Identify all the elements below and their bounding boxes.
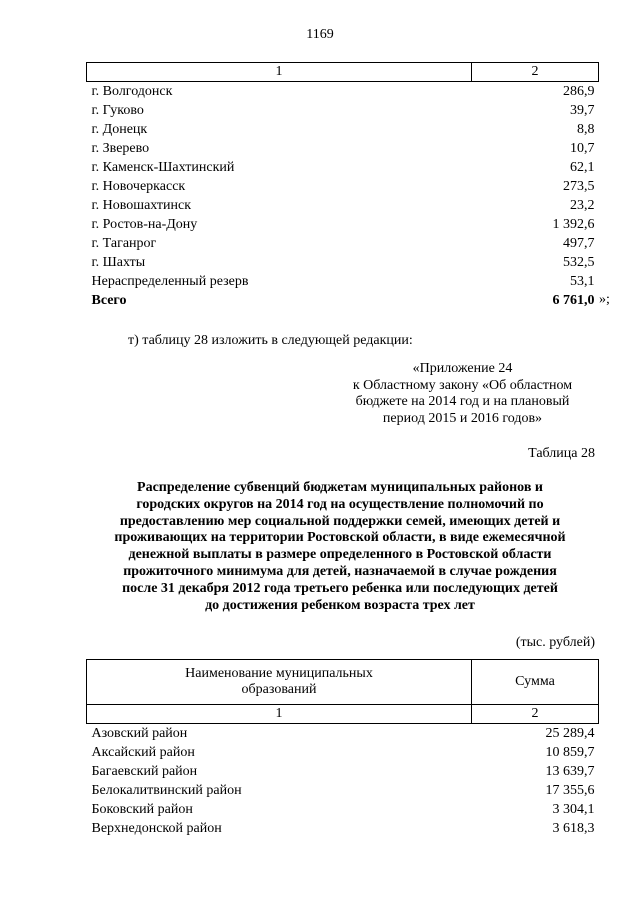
table-row — [87, 177, 599, 196]
title-line: городских округов на 2014 год на осуществление полномочий по — [136, 496, 544, 512]
column-number-1: 1 — [87, 705, 472, 724]
header-sum: Сумма — [472, 660, 599, 705]
municipality-name: Азовский район — [91, 726, 188, 741]
table-row — [87, 819, 599, 838]
table-row — [87, 120, 599, 139]
municipality-name: Нераспределенный резерв — [91, 274, 249, 289]
table-column-numbers — [87, 63, 599, 82]
municipality-name: Верхнедонской район — [91, 821, 222, 836]
amount-value: 273,5 — [563, 179, 595, 194]
amount-value: 8,8 — [577, 122, 595, 137]
municipality-name: г. Каменск-Шахтинский — [91, 160, 235, 175]
page-number: 1169 — [306, 27, 334, 42]
municipality-name: г. Новочеркасск — [91, 179, 186, 194]
municipality-name: г. Донецк — [91, 122, 148, 137]
amount-value: 3 304,1 — [552, 802, 595, 817]
header-line: Наименование муниципальных — [185, 666, 373, 681]
title-line: Распределение субвенций бюджетам муниципальных районов и — [137, 480, 543, 495]
appendix-reference — [330, 361, 595, 427]
appendix-line: к Областному закону «Об областном — [352, 377, 573, 393]
title-line: проживающих на территории Ростовской области, в виде ежемесячной — [114, 530, 566, 546]
total-label: Всего — [91, 293, 127, 308]
units-label: (тыс. рублей) — [515, 635, 595, 650]
table-row — [87, 724, 599, 744]
table-row — [87, 743, 599, 762]
amount-value: 497,7 — [563, 236, 595, 251]
appendix-line: период 2015 и 2016 годов» — [382, 410, 543, 426]
table-title — [80, 480, 600, 614]
table-header — [87, 660, 599, 705]
total-row — [87, 291, 599, 310]
table-row — [87, 253, 599, 272]
table-row — [87, 158, 599, 177]
municipality-name: г. Таганрог — [91, 236, 157, 251]
amendment-instruction: т) таблицу 28 изложить в следующей редакции: — [128, 333, 413, 348]
table-row — [87, 101, 599, 120]
table-row — [87, 762, 599, 781]
amount-value: 13 639,7 — [545, 764, 595, 779]
allocation-table-continued — [86, 62, 599, 310]
municipality-name: Белокалитвинский район — [91, 783, 242, 798]
table-row — [87, 781, 599, 800]
municipality-name: Боковский район — [91, 802, 193, 817]
subvention-table — [86, 659, 599, 838]
title-line: прожиточного минимума для детей, назначаемой в случае рождения — [123, 563, 557, 579]
table-row — [87, 800, 599, 819]
amount-value: 23,2 — [570, 198, 595, 213]
amount-value: 1 392,6 — [552, 217, 595, 232]
title-line: до достижения ребенком возраста трех лет — [205, 597, 475, 613]
header-municipality — [87, 660, 472, 705]
amount-value: 3 618,3 — [552, 821, 595, 836]
municipality-name: г. Гуково — [91, 103, 144, 118]
amount-value: 10,7 — [570, 141, 595, 156]
amount-value: 53,1 — [570, 274, 595, 289]
municipality-name: г. Волгодонск — [91, 84, 173, 99]
table-row — [87, 215, 599, 234]
appendix-line: бюджете на 2014 год и на плановый — [355, 394, 570, 409]
title-line: денежной выплаты в размере определенного в Ростовской области — [128, 547, 552, 563]
column-number-2: 2 — [472, 63, 599, 82]
amount-value: 25 289,4 — [545, 726, 595, 741]
table-row — [87, 82, 599, 102]
amount-value: 532,5 — [563, 255, 595, 270]
appendix-line: «Приложение 24 — [412, 361, 513, 376]
title-line: после 31 декабря 2012 года третьего ребенка или последующих детей — [122, 580, 558, 596]
total-value: 6 761,0 — [552, 293, 595, 308]
amount-value: 39,7 — [570, 103, 595, 118]
municipality-name: г. Шахты — [91, 255, 146, 270]
amount-value: 17 355,6 — [545, 783, 595, 798]
municipality-name: Багаевский район — [91, 764, 198, 779]
table-row — [87, 196, 599, 215]
amount-value: 10 859,7 — [545, 745, 595, 760]
table-row — [87, 272, 599, 291]
closing-quote: »; — [599, 292, 610, 307]
title-line: предоставлению мер социальной поддержки семей, имеющих детей и — [119, 513, 561, 529]
header-line: образований — [241, 682, 317, 697]
table-number: Таблица 28 — [528, 446, 595, 461]
municipality-name: г. Новошахтинск — [91, 198, 192, 213]
table-row — [87, 139, 599, 158]
amount-value: 62,1 — [570, 160, 595, 175]
amount-value: 286,9 — [563, 84, 595, 99]
municipality-name: Аксайский район — [91, 745, 195, 760]
municipality-name: г. Ростов-на-Дону — [91, 217, 198, 232]
table-row — [87, 234, 599, 253]
table-column-numbers — [87, 705, 599, 724]
column-number-1: 1 — [87, 63, 472, 82]
municipality-name: г. Зверево — [91, 141, 150, 156]
column-number-2: 2 — [472, 705, 599, 724]
